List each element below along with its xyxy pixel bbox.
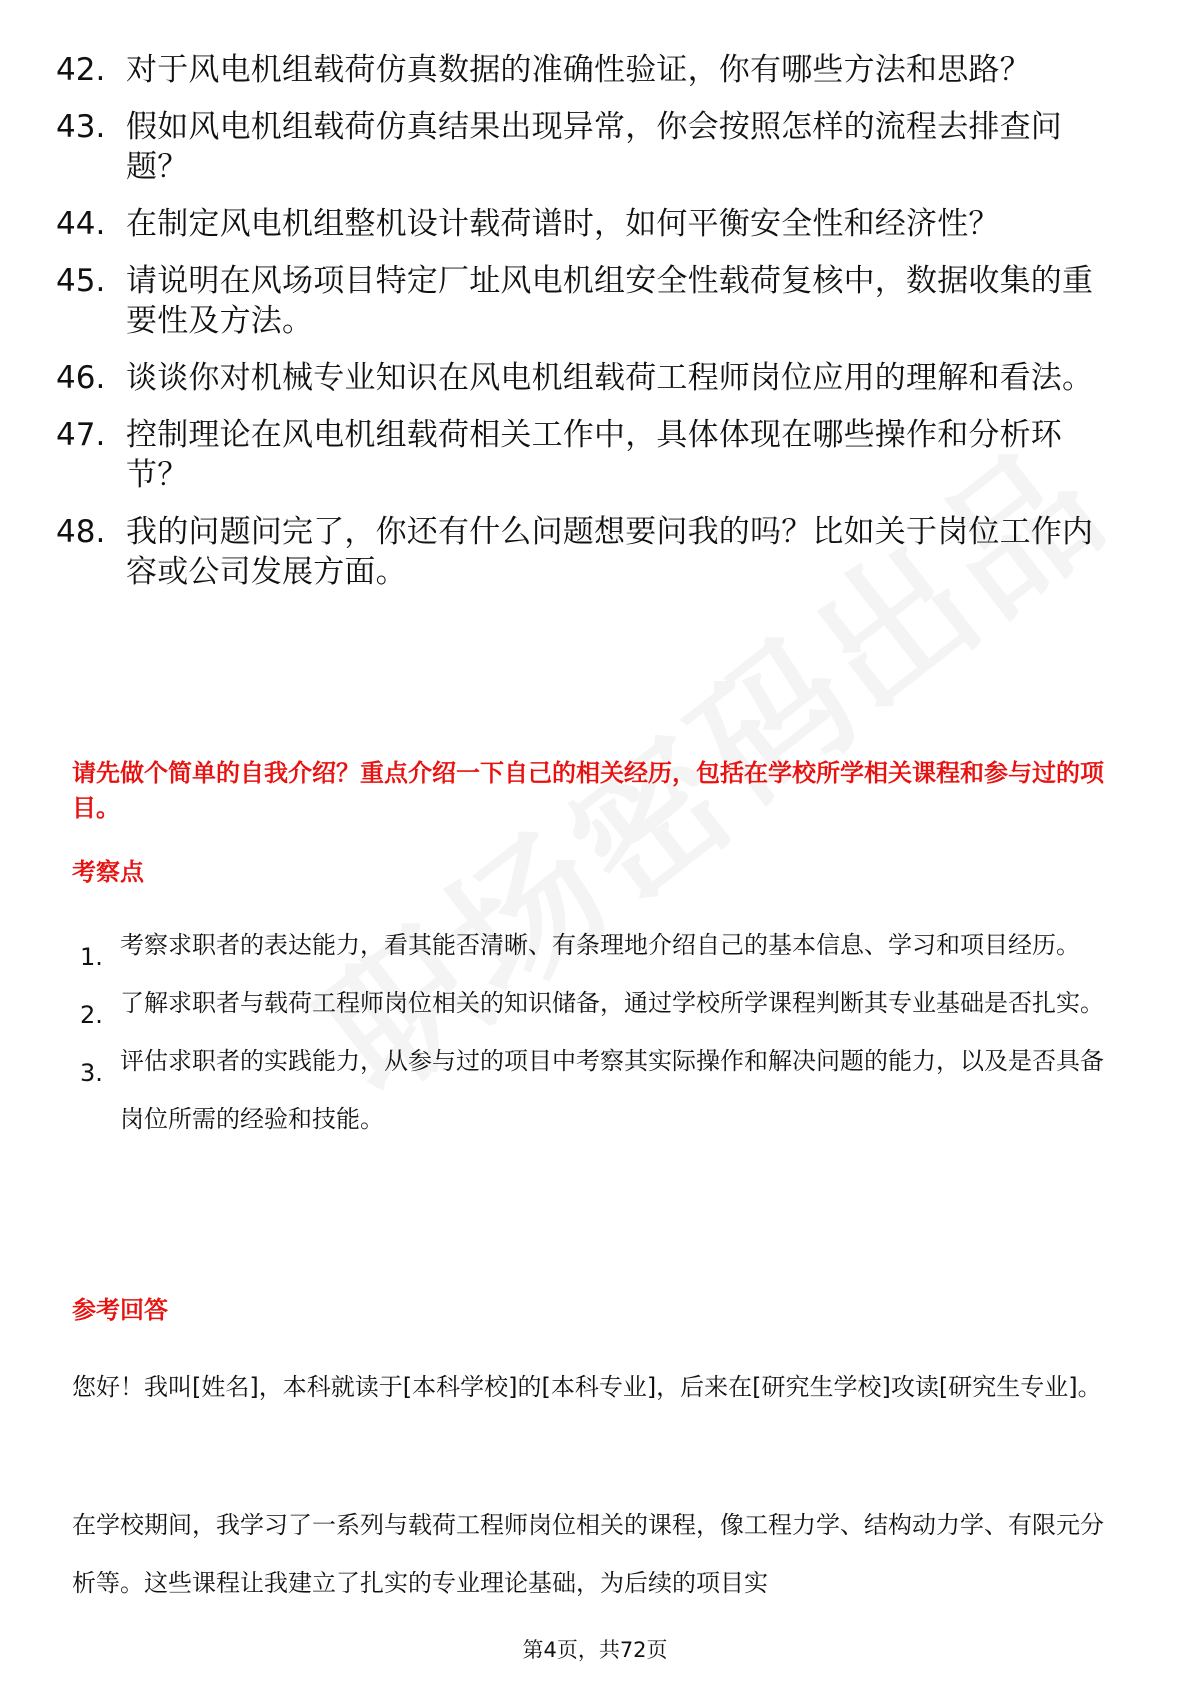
question-item [56, 204, 1116, 244]
question-number: 43. [56, 109, 106, 145]
points-list [80, 928, 1120, 1158]
question-item [56, 261, 1116, 341]
question-item [56, 415, 1116, 495]
question-text: 谈谈你对机械专业知识在风电机组载荷工程师岗位应用的理解和看法。 [126, 360, 1094, 396]
answer-section-label: 参考回答 [72, 1296, 168, 1324]
answer-paragraph: 在学校期间，我学习了一系列与载荷工程师岗位相关的课程，像工程力学、结构动力学、有限元分析等。这些课程让我建立了扎实的专业理论基础，为后续的项目实 [72, 1511, 1104, 1597]
point-number: 1. [80, 943, 103, 971]
question-number: 48. [56, 514, 106, 550]
question-number: 44. [56, 206, 106, 242]
question-number: 47. [56, 417, 106, 453]
question-item [56, 512, 1116, 592]
question-text: 对于风电机组载荷仿真数据的准确性验证，你有哪些方法和思路？ [126, 52, 1031, 88]
question-item [56, 107, 1116, 187]
point-text: 评估求职者的实践能力，从参与过的项目中考察其实际操作和解决问题的能力，以及是否具备岗位所需的经验和技能。 [120, 1047, 1104, 1133]
page-footer: 第4页，共72页 [522, 1638, 668, 1662]
point-text: 了解求职者与载荷工程师岗位相关的知识储备，通过学校所学课程判断其专业基础是否扎实。 [120, 989, 1104, 1017]
question-number: 42. [56, 52, 106, 88]
points-section-label: 考察点 [72, 858, 144, 886]
question-number: 45. [56, 263, 106, 299]
point-number: 3. [80, 1059, 103, 1087]
question-text: 请说明在风场项目特定厂址风电机组安全性载荷复核中，数据收集的重要性及方法。 [126, 263, 1094, 339]
question-text: 控制理论在风电机组载荷相关工作中，具体体现在哪些操作和分析环节？ [126, 417, 1062, 493]
question-list [56, 50, 1116, 609]
question-number: 46. [56, 360, 106, 396]
question-text: 在制定风电机组整机设计载荷谱时，如何平衡安全性和经济性？ [126, 206, 1000, 242]
point-number: 2. [80, 1001, 103, 1029]
point-item [80, 1044, 1120, 1158]
question-text: 假如风电机组载荷仿真结果出现异常，你会按照怎样的流程去排查问题？ [126, 109, 1062, 185]
question-item [56, 358, 1116, 398]
point-text: 考察求职者的表达能力，看其能否清晰、有条理地介绍自己的基本信息、学习和项目经历。 [120, 931, 1080, 959]
answer-paragraph: 您好！我叫[姓名]，本科就读于[本科学校]的[本科专业]，后来在[研究生学校]攻读[研究生专业]。 [72, 1373, 1102, 1401]
question-item [56, 50, 1116, 90]
featured-question-heading: 请先做个简单的自我介绍？重点介绍一下自己的相关经历，包括在学校所学相关课程和参与过的项目。 [72, 759, 1104, 822]
question-text: 我的问题问完了，你还有什么问题想要问我的吗？比如关于岗位工作内容或公司发展方面。 [126, 514, 1094, 590]
